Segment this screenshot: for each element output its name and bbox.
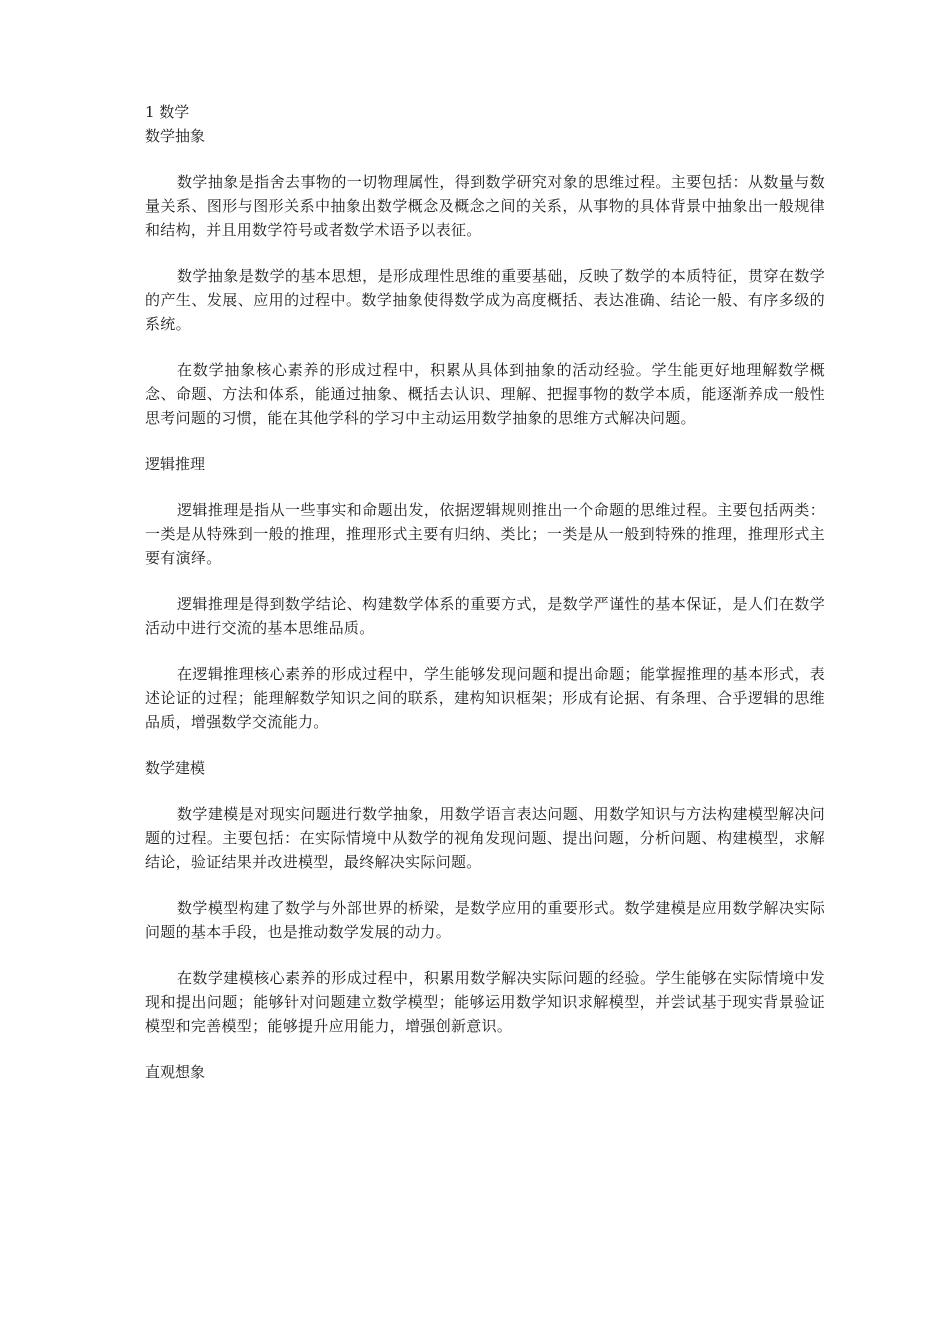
paragraph: 逻辑推理是指从一些事实和命题出发，依据逻辑规则推出一个命题的思维过程。主要包括两类：一类是从特殊到一般的推理，推理形式主要有归纳、类比；一类是从一般到特殊的推理，推理形式主要有演绎。: [145, 501, 825, 567]
chapter-title: 1 数学: [145, 103, 190, 121]
section-title-logical-reasoning: 逻辑推理: [145, 455, 206, 473]
paragraph: 在数学抽象核心素养的形成过程中，积累从具体到抽象的活动经验。学生能更好地理解数学概念、命题、方法和体系，能通过抽象、概括去认识、理解、把握事物的数学本质，能逐渐养成一般性思考问题的习惯，能在其他学科的学习中主动运用数学抽象的思维方式解决问题。: [145, 361, 825, 427]
paragraph: 数学模型构建了数学与外部世界的桥梁，是数学应用的重要形式。数学建模是应用数学解决实际问题的基本手段，也是推动数学发展的动力。: [145, 899, 825, 941]
document-page: [145, 100, 825, 1084]
paragraph: 逻辑推理是得到数学结论、构建数学体系的重要方式，是数学严谨性的基本保证，是人们在数学活动中进行交流的基本思维品质。: [145, 595, 825, 637]
section-title-intuitive-imagination: 直观想象: [145, 1063, 206, 1081]
paragraph: 在数学建模核心素养的形成过程中，积累用数学解决实际问题的经验。学生能够在实际情境中发现和提出问题；能够针对问题建立数学模型；能够运用数学知识求解模型，并尝试基于现实背景验证模型和完善模型；能够提升应用能力，增强创新意识。: [145, 969, 825, 1035]
section-title-math-abstraction: 数学抽象: [145, 127, 206, 145]
section-title-math-modeling: 数学建模: [145, 759, 206, 777]
paragraph: 数学建模是对现实问题进行数学抽象，用数学语言表达问题、用数学知识与方法构建模型解决问题的过程。主要包括：在实际情境中从数学的视角发现问题、提出问题，分析问题、构建模型，求解结论，验证结果并改进模型，最终解决实际问题。: [145, 805, 825, 871]
paragraph: 数学抽象是数学的基本思想，是形成理性思维的重要基础，反映了数学的本质特征，贯穿在数学的产生、发展、应用的过程中。数学抽象使得数学成为高度概括、表达准确、结论一般、有序多级的系统。: [145, 267, 825, 333]
paragraph: 在逻辑推理核心素养的形成过程中，学生能够发现问题和提出命题；能掌握推理的基本形式，表述论证的过程；能理解数学知识之间的联系，建构知识框架；形成有论据、有条理、合乎逻辑的思维品质，增强数学交流能力。: [145, 665, 825, 731]
paragraph: 数学抽象是指舍去事物的一切物理属性，得到数学研究对象的思维过程。主要包括：从数量与数量关系、图形与图形关系中抽象出数学概念及概念之间的关系，从事物的具体背景中抽象出一般规律和结构，并且用数学符号或者数学术语予以表征。: [145, 173, 825, 239]
